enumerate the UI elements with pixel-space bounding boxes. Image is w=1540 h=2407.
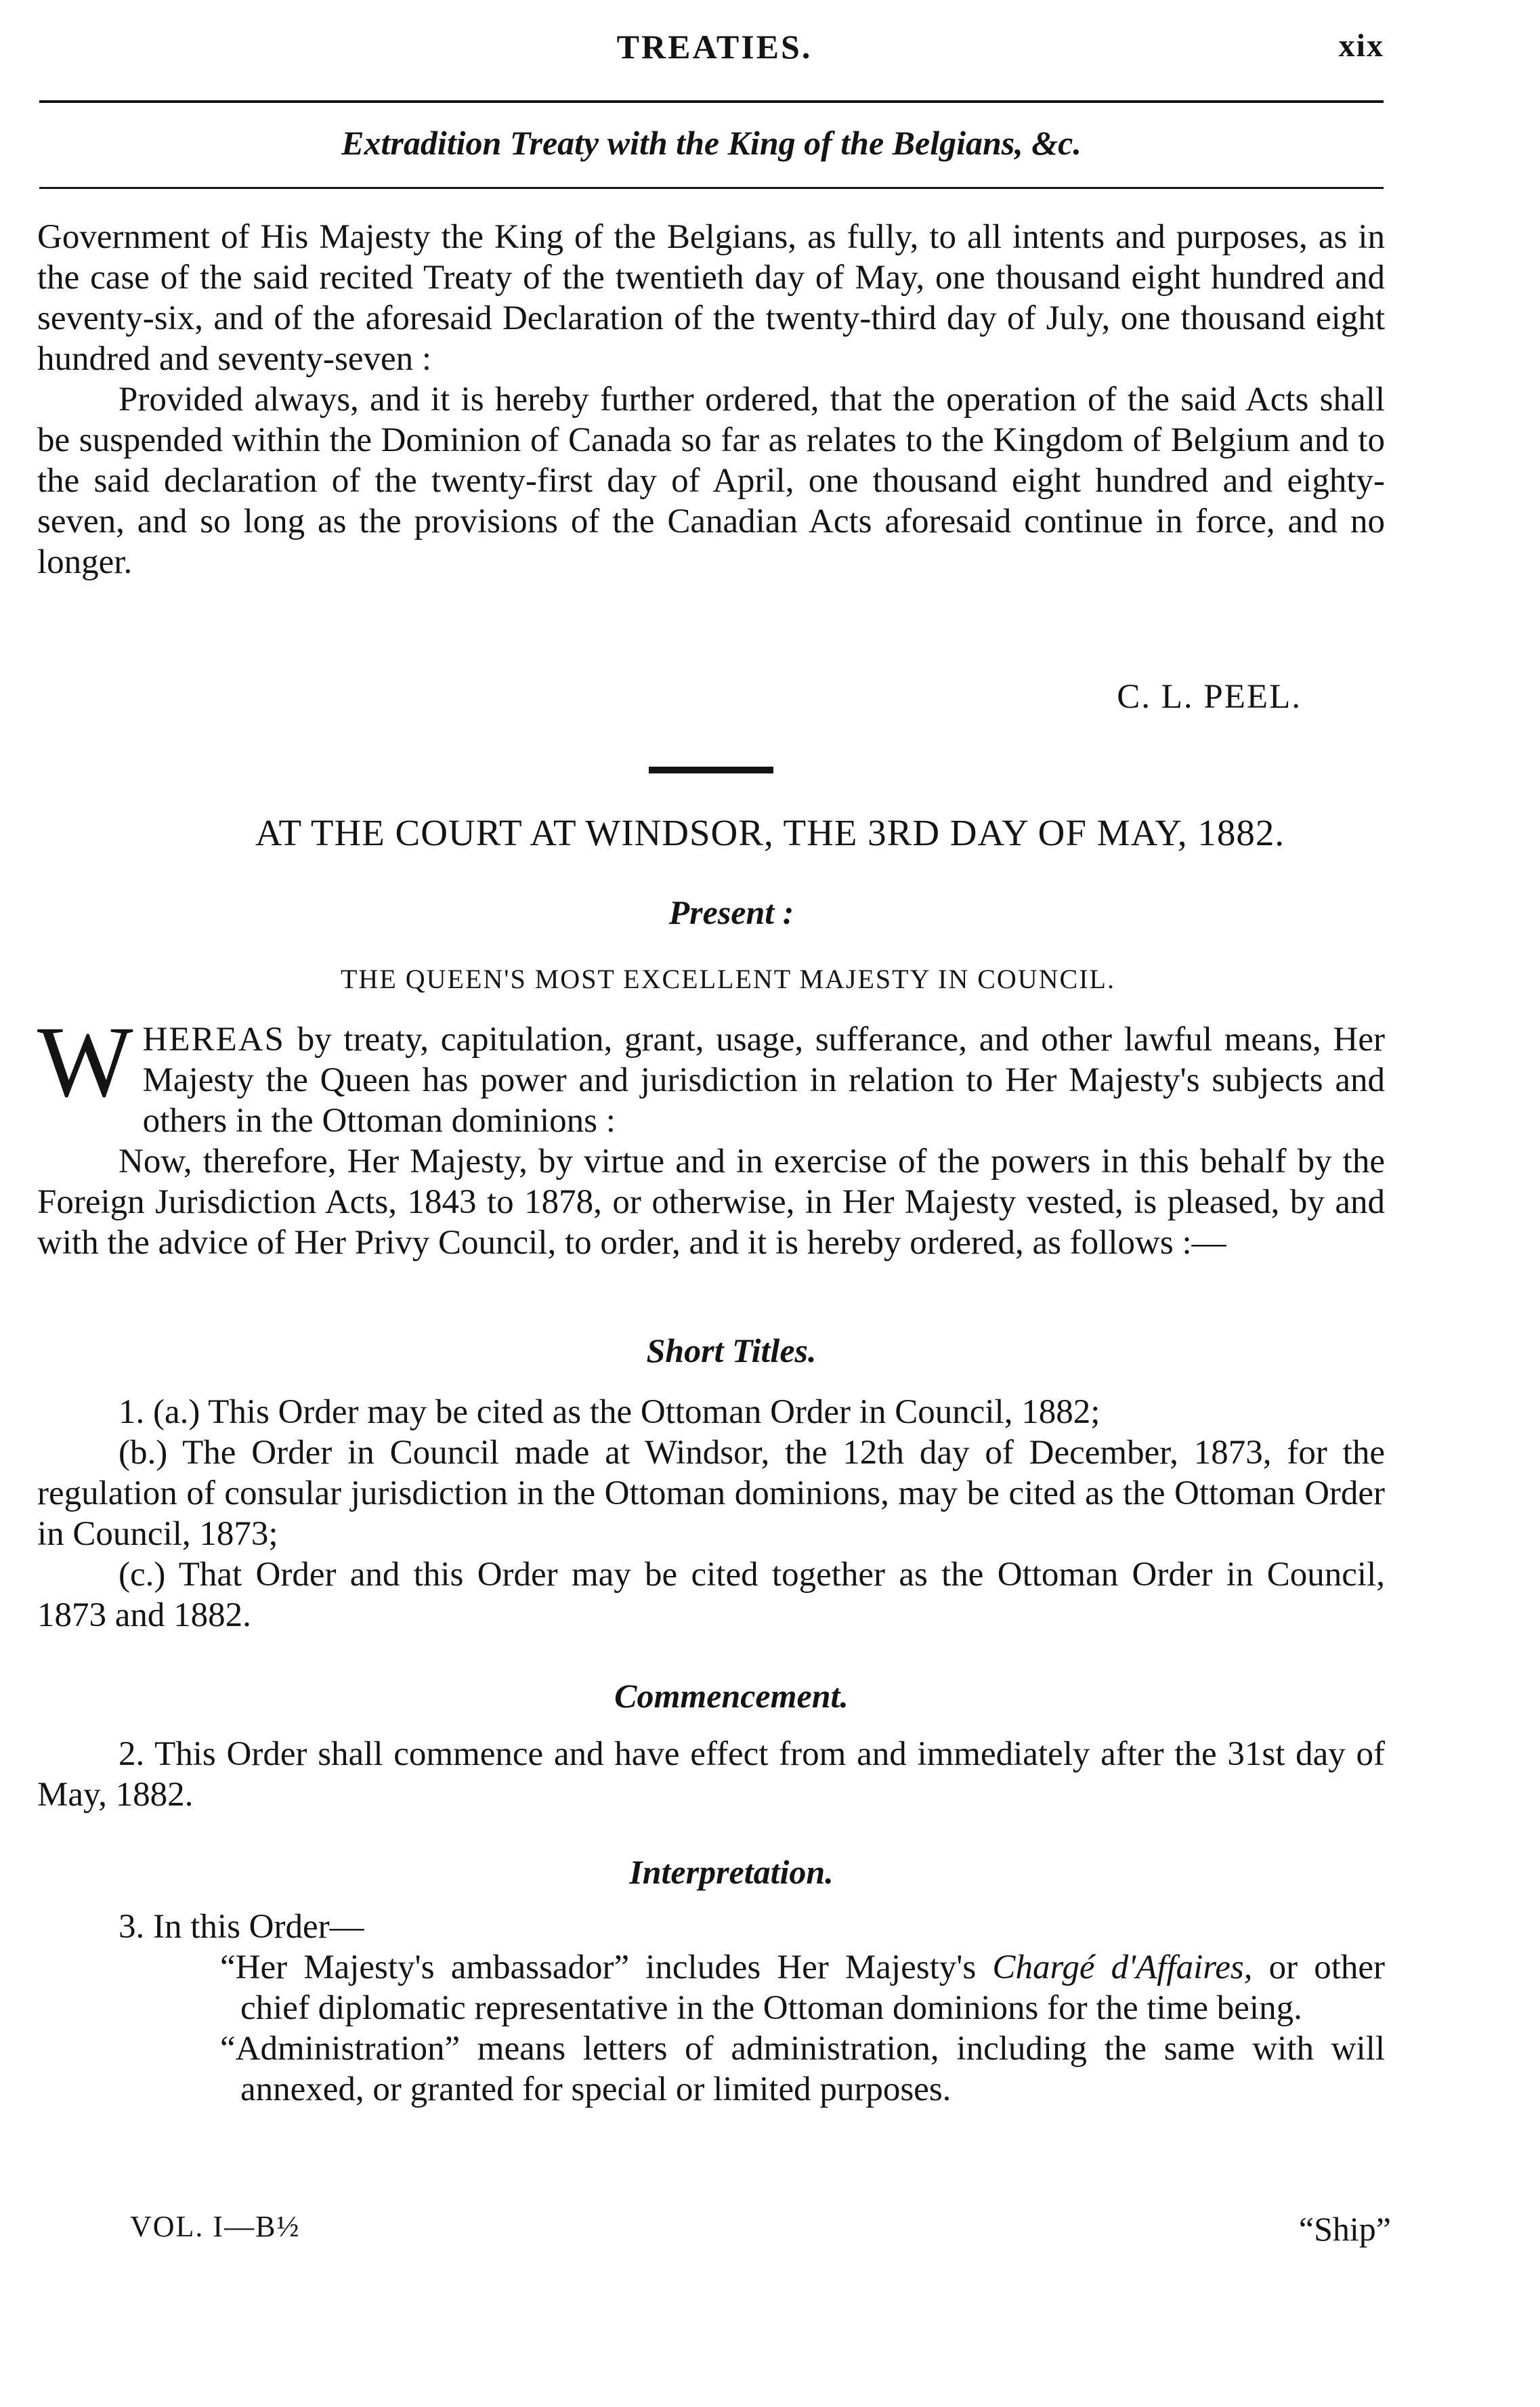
commencement-section	[37, 1734, 1385, 1815]
running-title: TREATIES.	[616, 28, 813, 66]
heading-commencement: Commencement.	[614, 1677, 849, 1715]
present-label: Present :	[668, 893, 794, 931]
clause-2: 2. This Order shall commence and have effect from and immediately after the 31st day of May, 1882.	[37, 1735, 1385, 1814]
header-rule-bottom	[39, 187, 1384, 189]
whereas-word: HEREAS	[142, 1021, 285, 1059]
clause-1c: (c.) That Order and this Order may be cited together as the Ottoman Order in Council, 1873 and 1882.	[37, 1556, 1385, 1634]
clause-1b: (b.) The Order in Council made at Windsor, the 12th day of December, 1873, for the regulation of consular jurisdiction in the Ottoman dominions, may be cited as the Ottoman Order in Council, 1873;	[37, 1434, 1385, 1553]
definition-administration: “Administration” means letters of administration, including the same with will annexed, or granted for special or limited purposes.	[220, 2030, 1385, 2108]
continuation-paragraph: Government of His Majesty the King of the Belgians, as fully, to all intents and purposes, as in the case of the said recited Treaty of the twentieth day of May, one thousand eight hundred and seventy-six, and of the aforesaid Declaration of the twenty-third day of July, one thousand eight hundred and seventy-seven :	[37, 218, 1385, 378]
definition-ambassador-end: or other chief diplomatic representative in the Ottoman dominions for the time being.	[240, 1948, 1385, 2027]
heading-interpretation: Interpretation.	[629, 1853, 834, 1891]
proviso-paragraph: Provided always, and it is hereby further ordered, that the operation of the said Acts shall be suspended within the Dominion of Canada so far as relates to the Kingdom of Belgium and to the said declaration of the twenty-first day of April, one thousand eight hundred and eighty-seven, and so long as the provisions of the Canadian Acts aforesaid continue in force, and no longer.	[37, 381, 1385, 581]
definition-ambassador-italic: Chargé d'Affaires,	[992, 1948, 1253, 1986]
whereas-paragraph	[37, 1006, 1385, 1141]
short-titles-section	[37, 1392, 1385, 1636]
page-number: xix	[1338, 28, 1384, 64]
interpretation-section	[37, 1907, 1385, 2110]
printer-signature-mark: VOL. I—B½	[130, 2210, 301, 2243]
section-divider	[649, 767, 773, 773]
continuation-text	[37, 217, 1385, 582]
definition-ambassador	[37, 1947, 1385, 2028]
running-head	[0, 27, 1540, 74]
signature-peel: C. L. PEEL.	[1117, 678, 1302, 716]
whereas-text: by treaty, capitulation, grant, usage, sufferance, and other lawful means, Her Majesty the Queen has power and jurisdiction in relation to Her Majesty's subjects and others in the Ottoman dominions :	[142, 1021, 1385, 1140]
drop-cap: W	[37, 1006, 133, 1118]
clause-3-intro: 3. In this Order—	[119, 1908, 364, 1946]
preamble	[37, 1006, 1385, 1263]
heading-short-titles: Short Titles.	[646, 1332, 817, 1369]
court-heading: AT THE COURT AT WINDSOR, THE 3RD DAY OF MAY, 1882.	[255, 812, 1285, 853]
clause-1a: 1. (a.) This Order may be cited as the Ottoman Order in Council, 1882;	[119, 1393, 1100, 1431]
treaty-subheading: Extradition Treaty with the King of the Belgians, &c.	[341, 124, 1082, 162]
catchword: “Ship”	[1298, 2210, 1391, 2248]
now-therefore-paragraph: Now, therefore, Her Majesty, by virtue and in exercise of the powers in this behalf by the Foreign Jurisdiction Acts, 1843 to 1878, or otherwise, in Her Majesty vested, is pleased, by and with the advice of Her Privy Council, to order, and it is hereby ordered, as follows :—	[37, 1143, 1385, 1262]
council-line: THE QUEEN'S MOST EXCELLENT MAJESTY IN COUNCIL.	[341, 964, 1115, 994]
definition-ambassador-start: “Her Majesty's ambassador” includes Her Majesty's	[220, 1948, 977, 1986]
header-rule-top	[39, 100, 1384, 103]
